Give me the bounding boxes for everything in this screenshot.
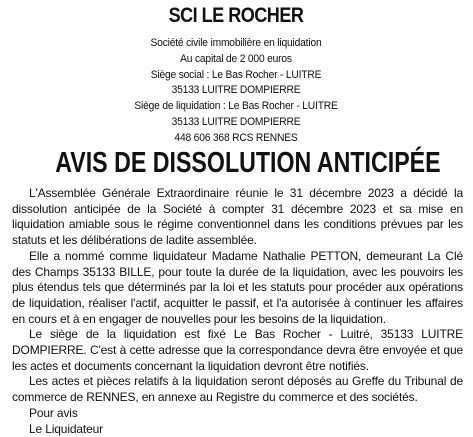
company-name: SCI LE ROCHER: [168, 4, 304, 27]
notice-title: AVIS DE DISSOLUTION ANTICIPÉE: [55, 147, 441, 179]
closing-text: Pour avis: [29, 405, 78, 420]
signature: Le Liquidateur: [29, 421, 103, 436]
paragraph-filing: Les actes et pièces relatifs à la liquidation seront déposés au Greffe du Tribunal de commerce de RENNES, en annexe au Registre du commerce et des sociétés.: [12, 374, 463, 405]
notice-body: [12, 186, 463, 437]
registered-office-city: 35133 LUITRE DOMPIERRE: [171, 84, 301, 97]
liquidation-office: Siège de liquidation : Le Bas Rocher - LUITRE: [134, 100, 338, 113]
company-capital: Au capital de 2 000 euros: [180, 52, 292, 65]
liquidation-office-city: 35133 LUITRE DOMPIERRE: [171, 115, 301, 128]
company-info: [30, 36, 442, 147]
paragraph-liquidator: Elle a nommé comme liquidateur Madame Nathalie PETTON, demeurant La Clé des Champs 35133 BILLE, pour toute la durée de la liquidation, avec les pouvoirs les plus étendus tels que déterminés par la loi et les statuts pour procéder aux opérations de liquidation, réaliser l'actif, acquitter le passif, et l'a autorisée à continuer les affaires en cours et à en engager de nouvelles pour les besoins de la liquidation.: [12, 248, 463, 326]
rcs-number: 448 606 368 RCS RENNES: [174, 131, 298, 144]
registered-office: Siège social : Le Bas Rocher - LUITRE: [150, 68, 322, 81]
paragraph-liquidation-seat: Le siège de la liquidation est fixé Le Bas Rocher - Luitré, 35133 LUITRE DOMPIERRE. C'est à cette adresse que la correspondance devra être envoyée et que les actes et documents concernant la liquidation devront être notifiés.: [12, 327, 463, 373]
company-legal-form: Société civile immobilière en liquidation: [150, 37, 322, 49]
paragraph-dissolution: L'Assemblée Générale Extraordinaire réunie le 31 décembre 2023 a décidé la dissolution anticipée de la Société à compter 31 décembre 2023 et sa mise en liquidation amiable sous le régime conventionnel dans les conditions prévues par les statuts et les délibérations de ladite assemblée.: [12, 186, 463, 248]
